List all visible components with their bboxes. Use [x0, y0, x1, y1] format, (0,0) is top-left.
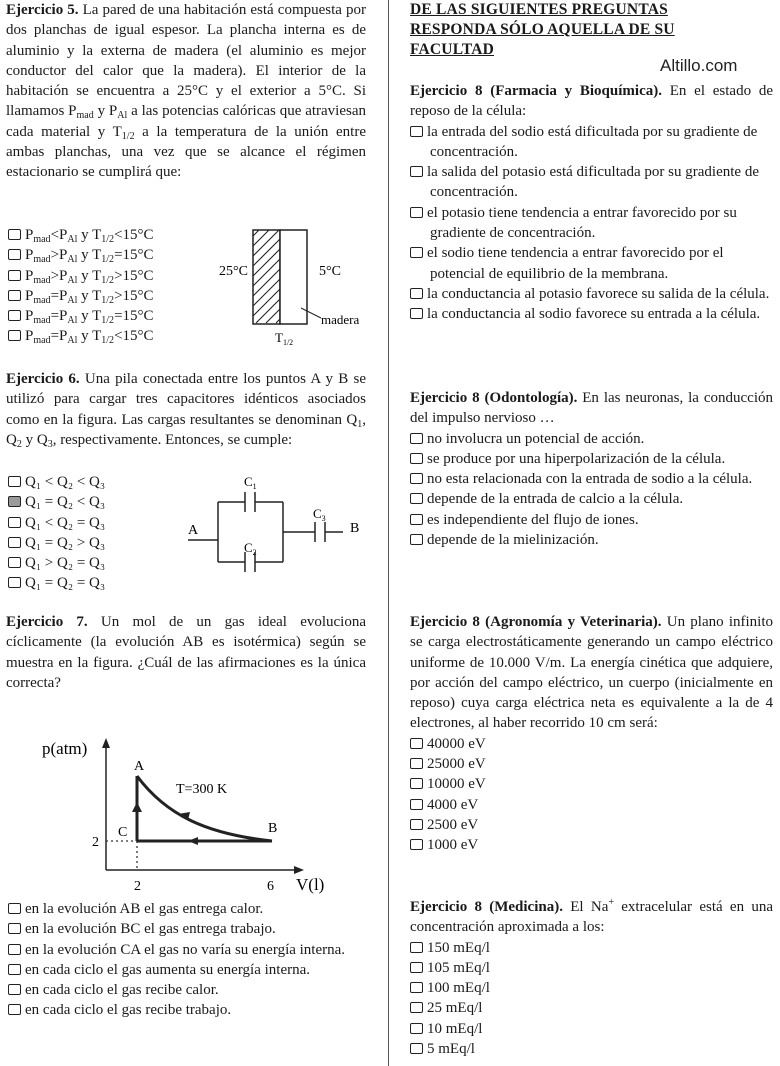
option-row [410, 998, 773, 1018]
subscript: 1/2 [101, 315, 115, 327]
option-text: Q₁ = Q₂ = Q₃ [25, 575, 106, 592]
option-row [8, 1000, 368, 1020]
checkbox[interactable] [8, 923, 21, 934]
option-text: P [25, 227, 34, 243]
checkbox[interactable] [410, 819, 423, 830]
checkbox[interactable] [8, 944, 21, 955]
sub: 1/2 [121, 130, 135, 142]
checkbox[interactable] [8, 330, 21, 341]
header-line: DE LAS SIGUIENTES PREGUNTAS [410, 1, 668, 18]
option-text: en cada ciclo el gas aumenta su energía interna. [25, 961, 311, 978]
option-text: =15°C [114, 308, 154, 325]
option-text: Q₁ = Q₂ < Q₃ [25, 494, 106, 511]
temp-outside: 5°C [319, 264, 341, 279]
option-text: y T [77, 308, 102, 325]
y-axis-label: p(atm) [42, 739, 88, 758]
temp-inside: 25°C [219, 264, 248, 279]
exercise-5-title: Ejercicio 5. [6, 2, 79, 18]
option-text: Q₁ = Q₂ > Q₃ [25, 534, 106, 551]
option-row [410, 284, 773, 304]
option-row [8, 245, 208, 265]
option-row [410, 530, 773, 550]
c2-label [244, 540, 257, 557]
option-text: la salida del potasio está dificultada por su gradiente de concentración. [427, 164, 759, 201]
option-text: la entrada del sodio está dificultada por su gradiente de concentración. [427, 123, 758, 160]
sub: 2 [16, 438, 22, 450]
exercise-5-statement [6, 0, 366, 183]
option-row [8, 492, 178, 512]
agronomia-statement [410, 612, 773, 734]
option-text: no involucra un potencial de acción. [427, 430, 645, 447]
option-text: 10000 eV [427, 776, 486, 793]
checkbox[interactable] [8, 496, 21, 507]
option-row [410, 510, 773, 530]
option-text: P [59, 267, 68, 284]
subscript: Al [67, 315, 78, 327]
checkbox[interactable] [8, 537, 21, 548]
option-text: 100 mEq/l [427, 980, 490, 997]
c: C [244, 540, 253, 555]
c-sub: 1 [252, 482, 257, 491]
option-text: =15°C [114, 247, 154, 264]
option-row [410, 469, 773, 489]
option-text: 150 mEq/l [427, 939, 490, 956]
subscript: 1/2 [101, 335, 115, 347]
option-text: en cada ciclo el gas recibe calor. [25, 982, 219, 999]
exercise-6-title: Ejercicio 6. [6, 371, 80, 387]
odontologia-options [410, 429, 773, 551]
checkbox[interactable] [410, 166, 423, 177]
option-text: <15°C [114, 328, 154, 345]
checkbox[interactable] [410, 493, 423, 504]
option-row [8, 940, 368, 960]
option-text: P [59, 247, 68, 264]
text: y Q [21, 431, 48, 448]
agronomia-title: Ejercicio 8 (Agronomía y Veterinaria). [410, 614, 662, 630]
option-text: en cada ciclo el gas recibe trabajo. [25, 1002, 232, 1019]
option-row [410, 734, 773, 754]
option-text: es independiente del flujo de iones. [427, 511, 639, 528]
option-text: >15°C [114, 267, 154, 284]
checkbox[interactable] [8, 557, 21, 568]
c: C [313, 506, 322, 521]
odontologia-statement [410, 388, 773, 429]
option-row [410, 795, 773, 815]
y-tick-2: 2 [92, 835, 99, 850]
odontologia-title: Ejercicio 8 (Odontología). [410, 390, 578, 406]
checkbox[interactable] [8, 517, 21, 528]
checkbox[interactable] [410, 982, 423, 993]
option-row [410, 122, 773, 163]
option-row [410, 203, 773, 244]
option-row [8, 533, 178, 553]
option-row [8, 573, 178, 593]
option-text: P [59, 328, 68, 345]
option-text: 25 mEq/l [427, 1000, 483, 1017]
point-b-label: B [350, 521, 360, 536]
aluminum-plate [253, 230, 280, 324]
option-text: depende de la mielinización. [427, 532, 599, 549]
exercise-5-options [8, 225, 208, 347]
subscript: mad [33, 254, 51, 266]
checkbox[interactable] [8, 476, 21, 487]
option-row [8, 472, 178, 492]
option-text: 25000 eV [427, 756, 486, 773]
option-row [410, 835, 773, 855]
text: En el estado de reposo de la célula: [410, 83, 774, 120]
subscript: mad [33, 234, 51, 245]
option-text: y T [77, 287, 102, 304]
option-text: = [50, 328, 60, 345]
option-row [8, 513, 178, 533]
option-text: = [50, 287, 60, 304]
text: Un mol de un gas ideal evoluciona cíclicamente (la evolución AB es isotérmica) según se muestra en la figura. ¿Cuál de las afirmaciones es la única correcta? [6, 614, 366, 691]
wood-plate [280, 230, 307, 324]
c-sub: 3 [321, 514, 326, 523]
checkbox[interactable] [410, 942, 423, 953]
checkbox[interactable] [410, 758, 423, 769]
point-b: B [268, 821, 278, 836]
option-text: 40000 eV [427, 735, 486, 752]
sub: Al [117, 110, 128, 122]
option-text: P [59, 227, 68, 243]
farmacia-statement [410, 81, 773, 122]
x-arrow [294, 866, 304, 874]
text: El Na [562, 899, 609, 915]
option-row [8, 980, 368, 1000]
option-text: > [50, 247, 60, 264]
checkbox[interactable] [410, 839, 423, 850]
checkbox[interactable] [410, 126, 423, 137]
x-tick-6: 6 [267, 879, 274, 894]
point-c: C [118, 825, 128, 840]
option-row [410, 304, 773, 324]
option-text: > [50, 267, 60, 284]
option-row [410, 815, 773, 835]
guide-lines [106, 841, 137, 870]
option-row [410, 754, 773, 774]
c-sub: 2 [252, 548, 257, 557]
checkbox[interactable] [410, 453, 423, 464]
text: En las neuronas, la conducción del impulso nervioso … [410, 390, 773, 427]
checkbox[interactable] [8, 1004, 21, 1015]
madera-label: madera [321, 312, 360, 327]
option-text: y T [77, 328, 102, 345]
option-row [410, 938, 773, 958]
option-text: se produce por una hiperpolarización de la célula. [427, 450, 726, 467]
exercise-5 [6, 0, 366, 183]
text: extracelular está en una concentración aproximada a los: [410, 899, 774, 936]
option-row [410, 449, 773, 469]
checkbox[interactable] [410, 514, 423, 525]
subscript: 1/2 [101, 274, 115, 286]
subscript: Al [67, 294, 78, 306]
checkbox[interactable] [410, 1043, 423, 1054]
checkbox[interactable] [8, 290, 21, 301]
checkbox[interactable] [410, 207, 423, 218]
exercise-8-agronomia [410, 612, 773, 856]
option-row [410, 1019, 773, 1039]
option-text: y T [77, 267, 102, 284]
option-text: en la evolución AB el gas entrega calor. [25, 901, 264, 917]
option-text: el potasio tiene tendencia a entrar favorecido por su gradiente de concentración. [427, 204, 737, 242]
checkbox[interactable] [410, 962, 423, 973]
c: C [244, 474, 253, 489]
option-row [8, 326, 208, 346]
exercise-6-options [8, 472, 178, 594]
subscript: Al [67, 335, 78, 347]
option-row [410, 243, 773, 284]
column-divider [388, 0, 389, 1066]
pv-diagram [6, 730, 366, 895]
option-text: = [50, 308, 60, 325]
option-text: la conductancia al potasio favorece su salida de la célula. [427, 285, 770, 302]
agronomia-options [410, 734, 773, 856]
medicina-options [410, 938, 773, 1060]
section-header [410, 0, 750, 60]
t: T [275, 330, 283, 345]
checkbox[interactable] [410, 473, 423, 484]
checkbox[interactable] [410, 308, 423, 319]
option-text: y T [77, 247, 102, 264]
option-row [8, 553, 178, 573]
x-tick-2: 2 [134, 879, 141, 894]
header-line: RESPONDA SÓLO AQUELLA DE SU [410, 21, 675, 38]
arrow-bc [188, 837, 198, 845]
watermark: Altillo.com [660, 56, 738, 75]
checkbox[interactable] [8, 964, 21, 975]
option-text: Q₁ < Q₂ < Q₃ [25, 474, 106, 490]
option-row [410, 489, 773, 509]
option-text: P [59, 308, 68, 325]
exercise-5-text: La pared de una habitación está compuesta por dos planchas de igual espesor. La plancha interna es de aluminio y la externa de madera (el aluminio es mejor conductor del calor que la madera). El interior de la habitación se encuentra a 25°C y el exterior a 5°C. Si llamamos P [6, 2, 366, 120]
option-row [8, 306, 208, 326]
option-text: en la evolución CA el gas no varía su energía interna. [25, 941, 346, 958]
option-text: 10 mEq/l [427, 1020, 483, 1037]
subscript: mad [33, 315, 51, 327]
point-a-label: A [188, 523, 199, 538]
option-row [8, 225, 208, 245]
exercise-7 [6, 612, 366, 693]
subscript: Al [67, 254, 78, 266]
checkbox[interactable] [8, 577, 21, 588]
checkbox[interactable] [410, 534, 423, 545]
checkbox[interactable] [410, 247, 423, 258]
medicina-statement [410, 897, 773, 938]
checkbox[interactable] [410, 1002, 423, 1013]
option-text: <15°C [114, 227, 154, 243]
checkbox[interactable] [410, 433, 423, 444]
medicina-title: Ejercicio 8 (Medicina). [410, 899, 563, 915]
sub: 3 [47, 438, 53, 450]
checkbox[interactable] [410, 1023, 423, 1034]
option-row [8, 960, 368, 980]
option-text: P [25, 328, 34, 345]
exercise-7-title: Ejercicio 7. [6, 614, 88, 630]
t-sub: 1/2 [282, 338, 294, 347]
arrow-ca [132, 802, 142, 812]
header-line: FACULTAD [410, 41, 494, 58]
option-text: < [50, 227, 60, 243]
option-text: y T [77, 227, 102, 243]
option-text: el sodio tiene tendencia a entrar favorecido por el potencial de equilibrio de la membrana. [427, 245, 724, 282]
option-text: P [25, 267, 34, 284]
exercise-8-farmacia [410, 81, 773, 325]
option-row [410, 978, 773, 998]
option-text: 105 mEq/l [427, 959, 490, 976]
exercise-8-odontologia [410, 388, 773, 550]
option-text: no esta relacionada con la entrada de sodio a la célula. [427, 471, 753, 488]
temperature-label: T=300 K [176, 782, 228, 797]
option-text: depende de la entrada de calcio a la célula. [427, 491, 684, 508]
checkbox[interactable] [410, 288, 423, 299]
option-text: en la evolución BC el gas entrega trabajo. [25, 921, 276, 938]
text: Un plano infinito se carga electrostáticamente generando un campo eléctrico uniforme de 10.000 V/m. La energía cinética que adquiere, por acción del campo eléctrico, un cuerpo (inicialmente en reposo) cuya carga eléctrica neta es equivalente a la de 4 electrones, al haber recorrido 10 cm será: [410, 614, 773, 732]
exercise-6-statement [6, 369, 366, 450]
sub: mad [76, 110, 94, 122]
option-text: Q₁ > Q₂ = Q₃ [25, 555, 106, 572]
option-text: P [25, 247, 34, 264]
c3-label [313, 506, 326, 523]
option-row [410, 774, 773, 794]
checkbox[interactable] [8, 270, 21, 281]
option-text: Q₁ < Q₂ = Q₃ [25, 514, 106, 531]
subscript: mad [33, 335, 51, 347]
option-row [8, 919, 368, 939]
checkbox[interactable] [8, 229, 21, 240]
option-text: P [25, 287, 34, 304]
text: a las potencias calóricas que atraviesan cada material y T [6, 103, 367, 140]
option-text: 5 mEq/l [427, 1041, 475, 1058]
option-row [410, 162, 773, 203]
text: y P [93, 103, 118, 120]
option-row [410, 1039, 773, 1059]
option-text: 2500 eV [427, 816, 479, 833]
checkbox[interactable] [8, 903, 21, 914]
text: Una pila conectada entre los puntos A y B se utilizó para cargar tres capacitores idénticos asociados como en la figura. Las cargas resultantes se denominan Q [6, 371, 366, 428]
option-row [410, 958, 773, 978]
exercise-7-options [8, 899, 368, 1021]
subscript: mad [33, 294, 51, 306]
text: , Q [6, 411, 366, 448]
exercise-8-medicina [410, 897, 773, 1059]
option-text: la conductancia al sodio favorece su entrada a la célula. [427, 306, 761, 323]
x-axis-label: V(l) [296, 875, 325, 894]
farmacia-options [410, 122, 773, 325]
checkbox[interactable] [410, 799, 423, 810]
subscript: 1/2 [101, 294, 115, 306]
checkbox[interactable] [410, 738, 423, 749]
y-arrow [102, 738, 110, 748]
subscript: Al [67, 274, 78, 286]
checkbox[interactable] [8, 310, 21, 321]
checkbox[interactable] [410, 778, 423, 789]
point-a: A [134, 759, 145, 774]
c1-label [244, 474, 257, 491]
text: a la temperatura de la unión entre ambas planchas, una vez que se alcance el régimen estacionario se cumplirá que: [6, 123, 366, 181]
sup: + [608, 897, 614, 908]
option-row [8, 899, 368, 919]
subscript: 1/2 [101, 254, 115, 266]
option-text: >15°C [114, 287, 154, 304]
t-half-label [275, 330, 293, 347]
farmacia-title: Ejercicio 8 (Farmacia y Bioquímica). [410, 83, 662, 99]
checkbox[interactable] [8, 249, 21, 260]
option-row [8, 266, 208, 286]
option-text: 1000 eV [427, 837, 479, 854]
subscript: mad [33, 274, 51, 286]
capacitor-circuit [178, 472, 368, 582]
option-row [8, 286, 208, 306]
sub: 1 [357, 418, 363, 430]
subscript: 1/2 [101, 234, 115, 245]
exercise-7-statement [6, 612, 366, 693]
text: , respectivamente. Entonces, se cumple: [52, 431, 293, 448]
option-row [410, 429, 773, 449]
subscript: Al [67, 234, 78, 245]
exercise-6 [6, 369, 366, 450]
option-text: P [59, 287, 68, 304]
checkbox[interactable] [8, 984, 21, 995]
option-text: P [25, 308, 34, 325]
option-text: 4000 eV [427, 796, 479, 813]
wall-diagram [211, 228, 371, 348]
